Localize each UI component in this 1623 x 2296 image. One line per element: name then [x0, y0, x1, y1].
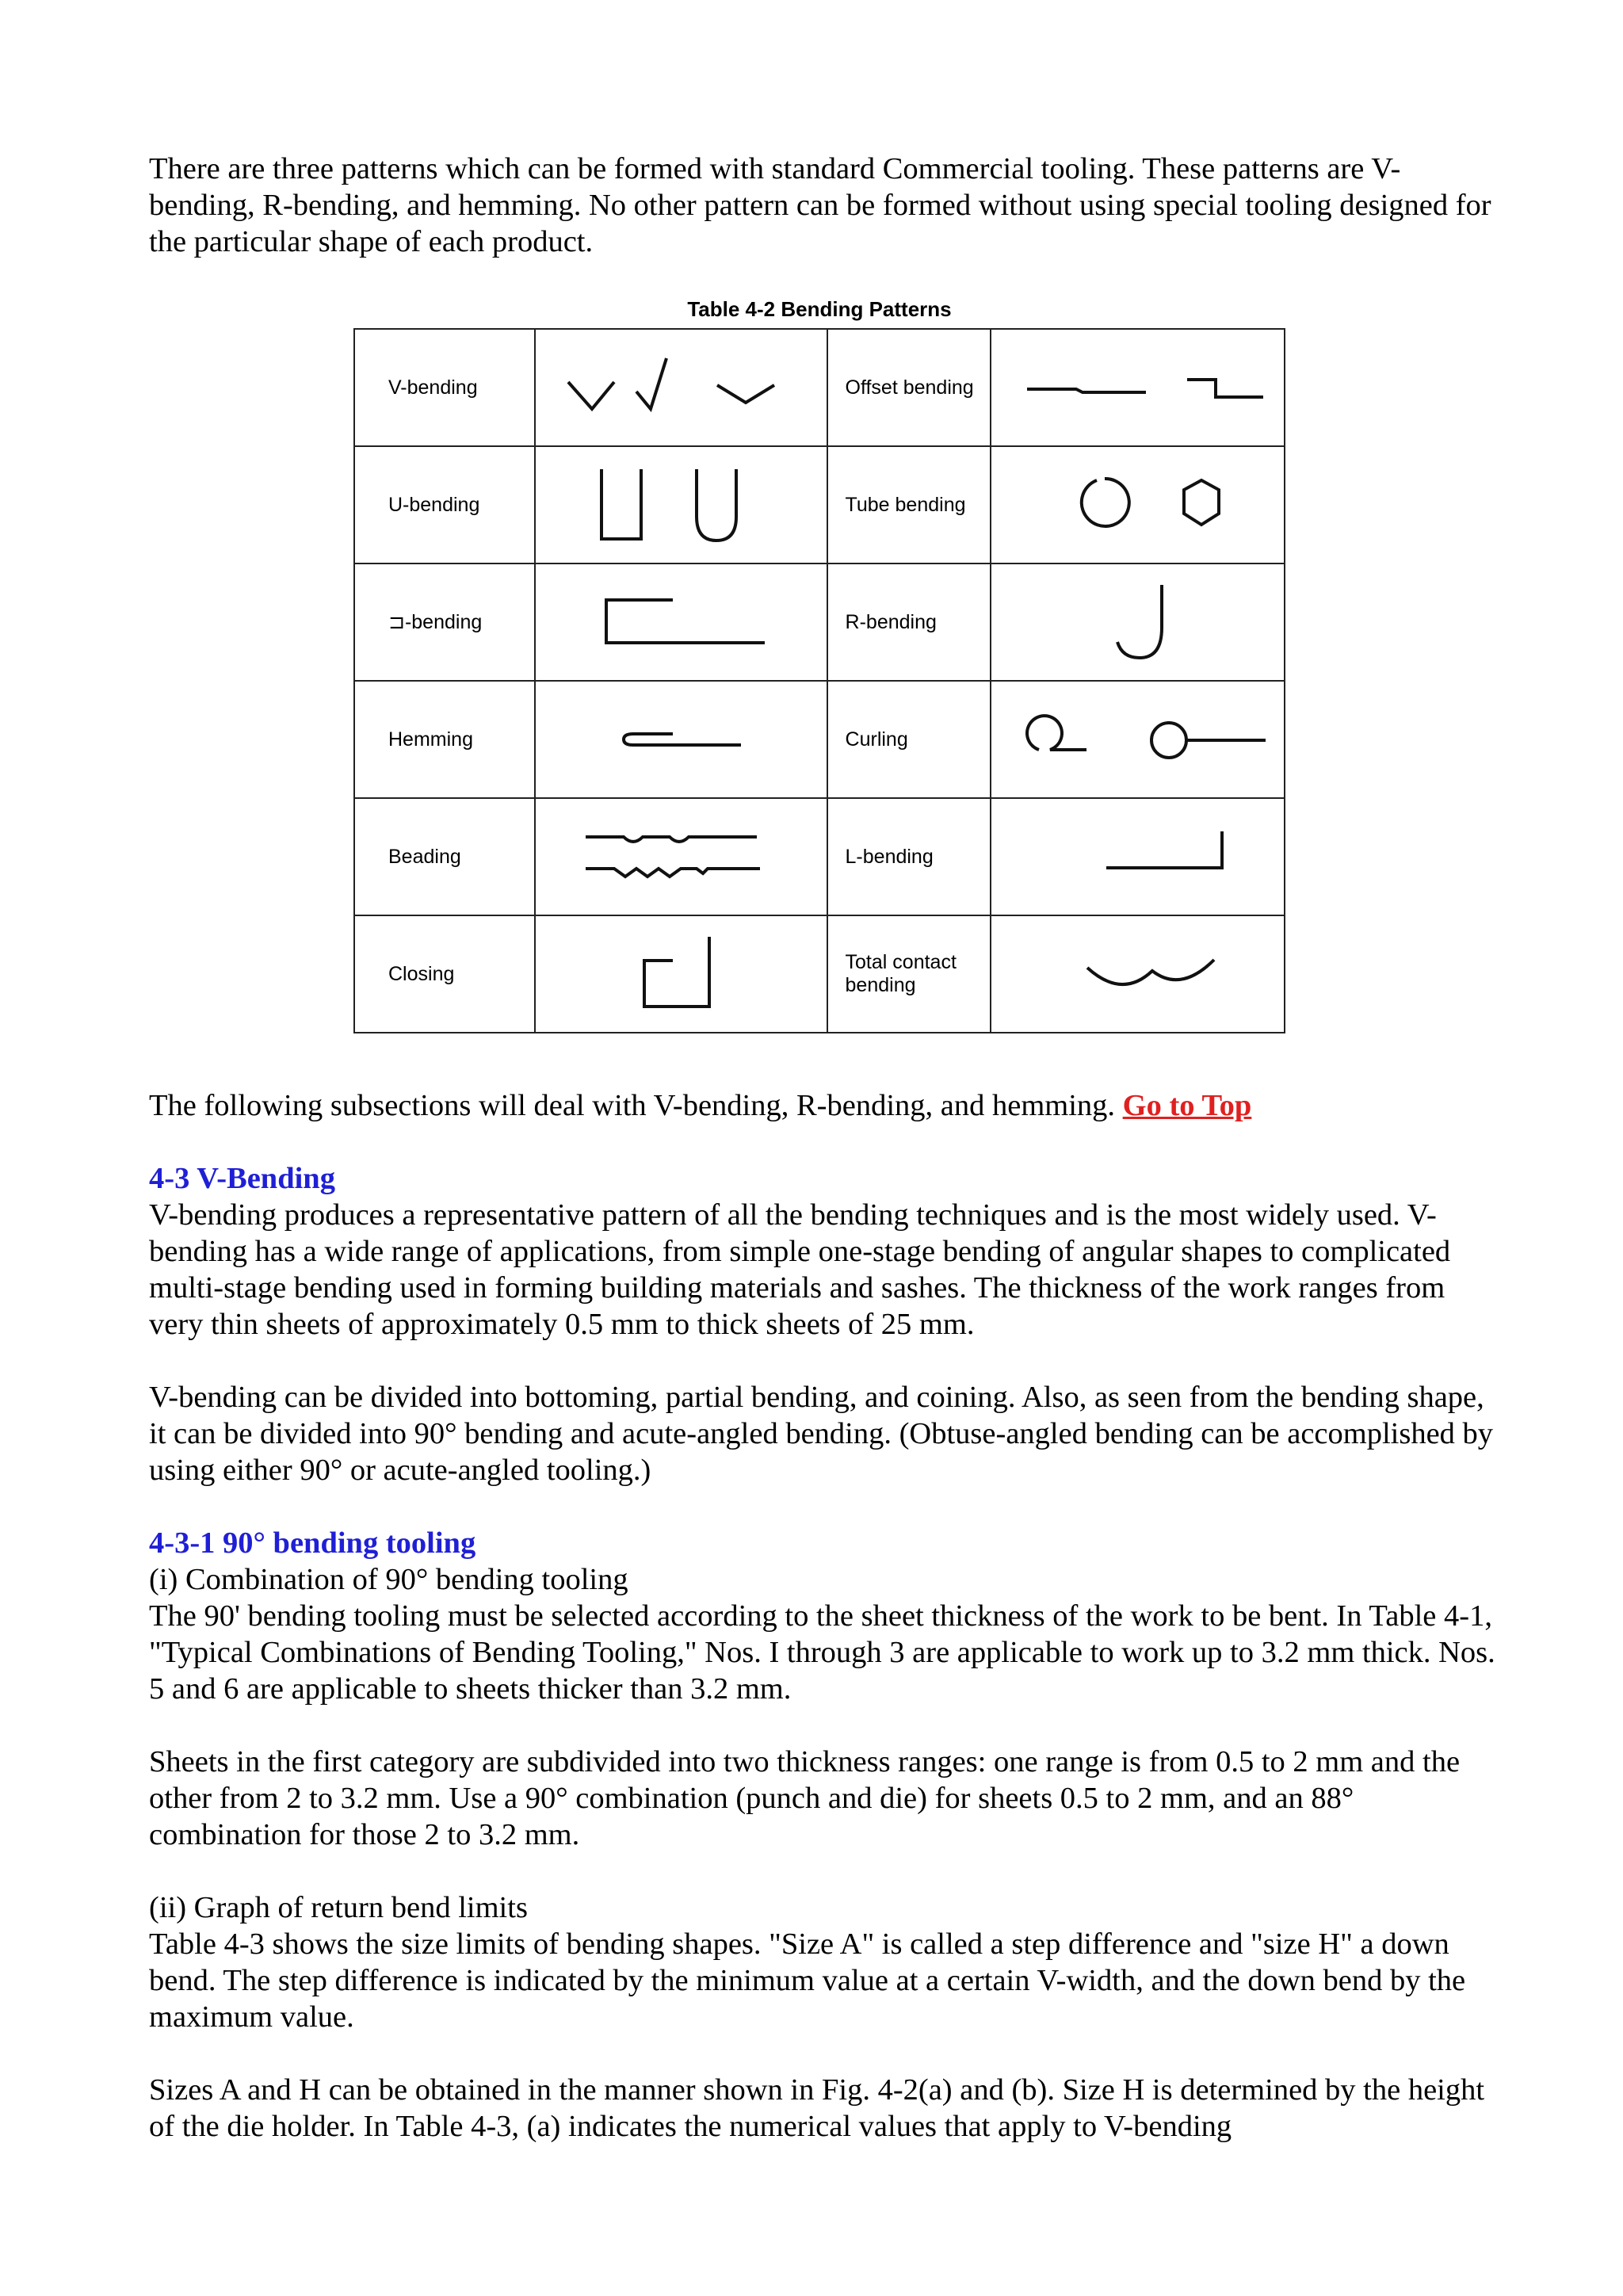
v-bending-paragraph-1: V-bending produces a representative pattern of all the bending techniques and is the most widely used. V-bending has a wide range of applications, from simple one-stage bending of angular shapes to complicated multi-stage bending used in forming building materials and sashes. The thickness of the work ranges from very thin sheets of approximately 0.5 mm to thick sheets of 25 mm. — [149, 1198, 1451, 1341]
label-r-bending: R-bending — [827, 563, 991, 681]
label-l-bending: L-bending — [827, 798, 991, 915]
go-to-top-link[interactable]: Go to Top — [1122, 1089, 1252, 1122]
v-bending-paragraph-2: V-bending can be divided into bottoming, partial bending, and coining. Also, as seen from the bending shape, it can be divided into 90° bending and acute-angled bending. (Obtuse-angled bending can be accomplished by using either 90° or acute-angled tooling.) — [149, 1381, 1494, 1487]
section-heading-4-3: 4-3 V-Bending — [149, 1162, 335, 1195]
subsections-text: The following subsections will deal with V-bending, R-bending, and hemming. — [149, 1089, 1116, 1122]
label-v-bending: V-bending — [354, 329, 535, 446]
table-row — [354, 681, 1285, 798]
total-contact-bending-symbol — [991, 915, 1285, 1033]
label-hemming: Hemming — [354, 681, 535, 798]
label-total-contact-bending — [827, 915, 991, 1033]
l-bending-symbol — [991, 798, 1285, 915]
bending-patterns-table — [353, 328, 1285, 1033]
offset-bending-symbol — [991, 329, 1285, 446]
intro-section — [149, 151, 1496, 260]
label-beading: Beading — [354, 798, 535, 915]
main-content — [149, 1087, 1496, 2145]
label-channel-bending: ⊐-bending — [354, 563, 535, 681]
closing-symbol — [535, 915, 827, 1033]
bending-patterns-table-figure — [353, 293, 1285, 1033]
subheading-combination: (i) Combination of 90° bending tooling — [149, 1563, 628, 1596]
label-total-contact-line1: Total contact — [845, 951, 957, 973]
v-bending-symbol — [535, 329, 827, 446]
table-row — [354, 798, 1285, 915]
subsections-paragraph — [149, 1087, 1496, 1124]
label-u-bending: U-bending — [354, 446, 535, 563]
channel-bending-symbol — [535, 563, 827, 681]
table-row — [354, 446, 1285, 563]
curling-symbol — [991, 681, 1285, 798]
label-offset-bending: Offset bending — [827, 329, 991, 446]
tube-bending-symbol — [991, 446, 1285, 563]
return-bend-paragraph-1: Table 4-3 shows the size limits of bending shapes. "Size A" is called a step difference and "size H" a down bend. The step difference is indicated by the minimum value at a certain V-width, and the down bend by the maximum value. — [149, 1927, 1466, 2034]
label-curling: Curling — [827, 681, 991, 798]
label-closing: Closing — [354, 915, 535, 1033]
label-total-contact-line2: bending — [845, 974, 916, 996]
beading-symbol — [535, 798, 827, 915]
section-heading-4-3-1: 4-3-1 90° bending tooling — [149, 1526, 476, 1560]
subheading-return-bend: (ii) Graph of return bend limits — [149, 1891, 528, 1924]
r-bending-symbol — [991, 563, 1285, 681]
intro-paragraph: There are three patterns which can be formed with standard Commercial tooling. These patterns are V-bending, R-bending, and hemming. No other pattern can be formed without using special tooling designed for the particular shape of each product. — [149, 152, 1491, 258]
tooling-paragraph-1: The 90' bending tooling must be selected according to the sheet thickness of the work to be bent. In Table 4-1, "Typical Combinations of Bending Tooling," Nos. I through 3 are applicable to work up to 3.2 mm thick. Nos. 5 and 6 are applicable to sheets thicker than 3.2 mm. — [149, 1599, 1495, 1706]
hemming-symbol — [535, 681, 827, 798]
tooling-paragraph-2: Sheets in the first category are subdivided into two thickness ranges: one range is from 0.5 to 2 mm and the other from 2 to 3.2 mm. Use a 90° combination (punch and die) for sheets 0.5 to 2 mm, and an 88° combination for those 2 to 3.2 mm. — [149, 1745, 1461, 1851]
return-bend-paragraph-2: Sizes A and H can be obtained in the manner shown in Fig. 4-2(a) and (b). Size H is determined by the height of the die holder. In Table 4-3, (a) indicates the numerical values that apply to V-bending — [149, 2073, 1485, 2143]
label-tube-bending: Tube bending — [827, 446, 991, 563]
u-bending-symbol — [535, 446, 827, 563]
table-row — [354, 563, 1285, 681]
table-row — [354, 329, 1285, 446]
table-row — [354, 915, 1285, 1033]
table-caption: Table 4-2 Bending Patterns — [687, 297, 952, 321]
